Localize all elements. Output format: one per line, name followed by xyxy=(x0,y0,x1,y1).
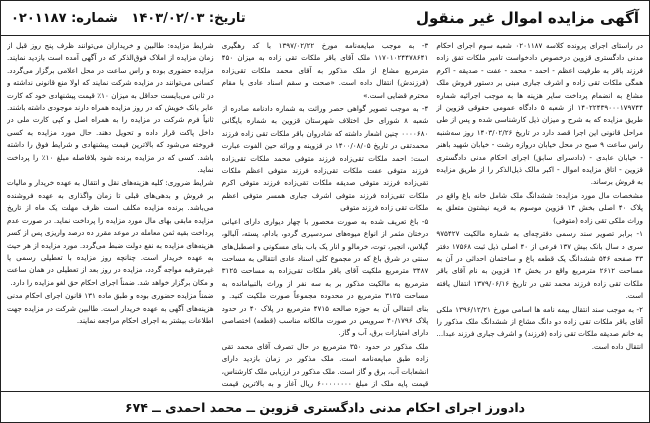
paragraph: ۲- به موجب سند انتقال بیمه نامه ها اسامی مورخ ۱۳۹۶/۱۲/۲۱ ملکی آقای باقر ملکات تقی زاده دو دانگ مشاع از ششدانگ ملک مذکور را به خانم صدیقه ملکات تقی زاده (فرزند) و اشرف جباری فرزند عبدا... انتقال داده است. xyxy=(436,304,643,351)
number-label: شماره: xyxy=(71,10,118,26)
date-and-number xyxy=(11,11,246,26)
notice-title: آگهی مزایده اموال غیر منقول xyxy=(415,9,639,27)
paragraph: مشخصات مال مورد مزایده: ششدانگ ملک شامل خانه باغ واقع در پلاک ۴۰ اصلی بخش ۱۴ قزوین موسوم به قریه نیشتون متعلق به وراث ملکی تقی زاده (متوفی) xyxy=(436,190,643,225)
date-label: تاریخ: xyxy=(208,10,246,26)
paragraph: ۵- باغ تعریف شده به صورت محصور با چهار دیواری دارای اعیانی درختان مثمر از انواع میوه‌های سردسیری گردو، بادام، پسته، آلبالو، گیلاس، انجیر، توت، خرمالو و انار یک باب بنای مسکونی و اصطبل‌های سنتی در شرق باغ که در مجموع کلی اسناد عادی انتقالی به مساحت ۳۴۸۷ مترمربع ملکیت آقای باقر ملکات تقی‌زاده به مساحت ۳۱۲۵ مترمربع به مالکیت مذکور بر به سه نفر از وراث بالنبیامانده به مساحت ۳۱۲۵ مترمربع در محدوده مجموعاً صورت ملکیت کنید. و بنای انتقالی آن به حوزه صالحه ۴۷۱۵ مترمربع در پلاک ۴۰ در حدود پلاک ۴۰/۱۷۹۶ سرویس در صورت مالکانه مناسب (قطعه) اختصاصی دارای امتیازات برق، آب و گاز. xyxy=(221,216,429,338)
paragraph: ۳- به موجب مبایعه‌نامه مورخ ۱۳۹۷/۰۲/۲۲ با کد رهگیری ۱۱۷۰۱۰۲۴۴۷۸۶۴۱ ملک آقای باقر ملکات تقی زاده به میزان ۴۵۰ مترمربع مشاع از ملک مذکور به آقای محمد ملکات تقی‌زاده (فرزندش) انتقال داده است. «صحت و سقم اسناد عادی با مقام محترم قضایی است.» xyxy=(221,41,429,100)
paragraph: ۱- برابر تصویر سند رسمی دفترچه‌ای به شماره مالکیت ۹۷۵۴۲۷ سری د سال بانک بیش ۱۳۷ فرعی از ۴۰ اصلی ذیل ثبت ۱۷۵۶۸ دفتر ۴۳ صفحه ۵۴۶ ششدانگ یک قطعه باغ و ساختمان احداثی در آن به مساحت ۲۶۱۲ مترمربع واقع در بخش ۱۴ قزوین به نام آقای باقر ملکات تقی زاده فرزند محمد تقی در تاریخ ۱۳۷۹/۰۶/۱۶ انتقال یافته است. xyxy=(436,229,643,301)
number-value: ۰۲۰۱۱۸۷ xyxy=(11,10,67,26)
notice-body xyxy=(1,36,649,388)
paragraph: شرایط مزایده: طالبین و خریداران می‌توانند ظرف پنج روز قبل از زمان مزایده از املاک فوق‌الذکر که در آگهی آمده است بازدید نمایند. مزایده حضوری بوده و راس ساعت در محل اعلامی برگزار می‌گردد. کسانی می‌توانند در مزایده شرکت نمایند که اولا منع قانونی نداشته و در ثانی می‌بایست حداقل به میزان ۱۰٪ قیمت پیشنهادی خود که کارت عابر بانک خویش که در روز مزایده همراه دارند موجودی داشته باشند. ثانیاً فرم شرکت در مزایده را به همراه اصل و کپی کارت ملی در داخل پاکت قرار داده و تحویل دهند. حال مورد مزایده به کسی فروخته می‌شود که بالاترین قیمت پیشنهادی و شرایط فوق را داشته باشد. کسی که در مزایده برنده شود بلافاصله مبلغ ۱۰٪ را پرداخت نماید. xyxy=(6,41,214,175)
column-middle xyxy=(222,40,429,388)
notice-footer: دادورز اجرای احکام مدنی دادگستری قزوین ــ محمد احمدی ــ ۶۷۴ xyxy=(1,391,649,422)
paragraph: ۴- به موجب تصویر گواهی حصر وراثت به شماره دادنامه صادره از شعبه ۸ شورای حل اختلاف شهرستان قزوین به شماره بایگانی ۰۰۰۰۶۸۰ چنین اشعار داشته که شادروان باقر ملکات تقی زاده فرزند محمدتقی در تاریخ ۱۴۰۰/۰۸/۰۵ در قزوینه و وراثه حین الفوت عبارت است: احمد ملکات تقی‌زاده فرزند متوفی محمد ملکات تقی‌زاده فرزند متوفی عفت ملکات تقی‌زاده فرزند متوفی اعظم ملکات تقی‌زاده فرزند متوفی صدیقه ملکات تقی‌زاده فرزند متوفی اکرم ملکات تقی‌زاده فرزند متوفی اشرف جباری همسر متوفی اعظم ملکات تقی زاده فرزند متوفی xyxy=(221,104,429,213)
paragraph: ملک مذکور در حدود ۳۵۰ مترمربع در حال تصرف آقای محمد تقی زاده طبق مبایعه‌نامه است. ملک مذکور در زمان بازدید دارای انشعابات آب، برق و گاز است. ملک مذکور در ارزیابی ملک کارشناس، قیمت پایه ملک از مبلغ ۶۰۰۰۰۰۰۰۰ ریال آغاز و به بالاترین قیمت xyxy=(221,341,429,388)
paragraph: شرایط ضروری: کلیه هزینه‌های نقل و انتقال به عهده خریدار و مالیات بر فروش و بدهی‌های قبلی تا زمان واگذاری به عهده فروشنده می‌باشد. برنده مزایده مکلف است ظرف مهلت یک ماه از تاریخ مزایده مابقی بهای مال مورد مزایده را پرداخت نماید. در صورت عدم پرداخت بقیه ثمن معامله در موعد مقرر ده درصد واریزی پس از کسر هزینه‌های مزایده به نفع دولت ضبط می‌گردد. مورد مزایده از هر حیث به عهده خریدار است. چنانچه روز مزایده با تعطیلی رسمی یا غیرمترقبه مواجه گردد، مزایده در روز بعد از تعطیلی در همان ساعت و مکان برگزار خواهد شد. ضمناً اجرای احکام حق لغو مزایده را دارد. xyxy=(6,178,214,287)
date-value: ۱۴۰۳/۰۲/۰۳ xyxy=(131,10,205,26)
notice-header xyxy=(1,1,649,36)
column-right xyxy=(436,40,643,388)
paragraph: در راستای اجرای پرونده کلاسه ۰۲۰۱۱۸۷ شعبه سوم اجرای احکام مدنی دادگستری قزوین درخصوص دادخواست تامیر ملکات تفق زاده فرزند باقر به طرفیت اعظم - احمد - محمد - عفت - صدیقه - اکرم همگی ملکات تقی زاده و اشرف جباری مبنی بر دستور فروش ملک مشاع به انضمام پرداخت سایر هزینه ها به موجب اجرائیه شماره ۱۴۰۲۲۴۳۹۰۰۰۱۷۹۷۴۴ از شعبه ۵ دادگاه عمومی حقوقی قزوین از طریق مزایده که به شرح و میزان ذیل کارشناسی شده و پس از طی مراحل قانونی این اجرا قصد دارد در تاریخ ۱۴۰۳/۰۲/۲۶ روز سه‌شنبه راس ساعت ۹ صبح در محل خیابان دروازه رشت - خیابان شهید باهنر - خیابان عابدی - (دادسرای سابق) اجرای احکام مدنی دادگستری قزوین - اتاق مزایده اموال - اکبر مالک ذیل‌الذکر را از طریق مزایده به فروش برساند. xyxy=(436,41,643,187)
paragraph: ضمناً مزایده حضوری بوده و طبق ماده ۱۳۱ قانون اجرای احکام مدنی هزینه‌های آگهی به عهده خریدار است. طالبین شرکت در مزایده جهت اطلاعات بیشتر به اجرای احکام مراجعه نمایند. xyxy=(6,291,214,325)
column-left xyxy=(7,40,214,388)
